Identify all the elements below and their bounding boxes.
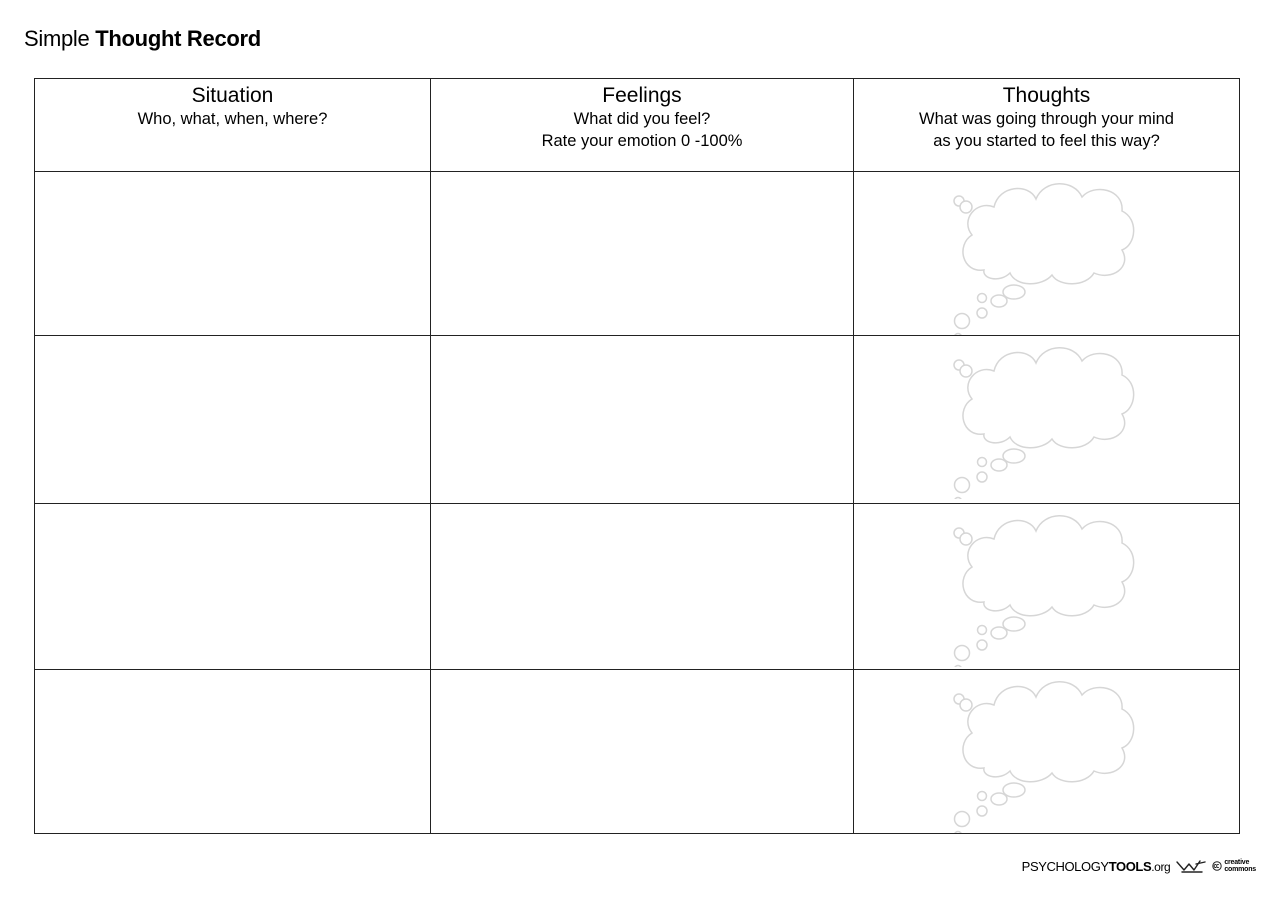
column-heading: Thoughts xyxy=(1002,84,1091,107)
column-header-situation xyxy=(35,79,431,172)
table-row xyxy=(35,504,1240,670)
column-subheading: Who, what, when, where? xyxy=(137,110,328,128)
situation-cell[interactable] xyxy=(35,336,431,504)
column-header-feelings xyxy=(431,79,854,172)
feelings-cell[interactable] xyxy=(431,172,854,336)
creative-commons-icon xyxy=(1212,861,1222,871)
title-main: Thought Record xyxy=(95,26,261,51)
feelings-cell[interactable] xyxy=(431,504,854,670)
thought-cloud-icon xyxy=(944,339,1144,499)
column-subheading: What was going through your mind as you started to feel this way? xyxy=(919,110,1174,150)
thoughts-cell[interactable] xyxy=(854,504,1240,670)
thought-cloud-icon xyxy=(944,673,1144,833)
page-title xyxy=(24,26,261,52)
footer xyxy=(1022,858,1256,874)
thought-cloud-icon xyxy=(944,175,1144,335)
situation-cell[interactable] xyxy=(35,670,431,834)
feelings-cell[interactable] xyxy=(431,336,854,504)
brand-bold: TOOLS xyxy=(1108,858,1152,874)
column-header-thoughts xyxy=(854,79,1240,172)
brand-suffix: .org xyxy=(1151,859,1171,874)
thought-record-table xyxy=(34,78,1240,834)
thoughts-cell[interactable] xyxy=(854,172,1240,336)
feelings-cell[interactable] xyxy=(431,670,854,834)
brand-light: PSYCHOLOGY xyxy=(1021,858,1109,874)
column-heading: Feelings xyxy=(602,84,682,107)
column-subheading: What did you feel? Rate your emotion 0 -100% xyxy=(541,110,743,150)
table-row xyxy=(35,336,1240,504)
creative-commons-badge xyxy=(1212,859,1256,873)
brand-logo-text xyxy=(1022,859,1171,874)
thoughts-cell[interactable] xyxy=(854,670,1240,834)
title-prefix: Simple xyxy=(24,26,90,51)
psychologytools-mark-icon xyxy=(1176,858,1206,874)
thoughts-cell[interactable] xyxy=(854,336,1240,504)
situation-cell[interactable] xyxy=(35,504,431,670)
license-text: creative commons xyxy=(1224,859,1256,873)
thought-cloud-icon xyxy=(944,507,1144,667)
table-row xyxy=(35,172,1240,336)
situation-cell[interactable] xyxy=(35,172,431,336)
column-heading: Situation xyxy=(191,84,274,107)
table-row xyxy=(35,670,1240,834)
header-row xyxy=(35,79,1240,172)
